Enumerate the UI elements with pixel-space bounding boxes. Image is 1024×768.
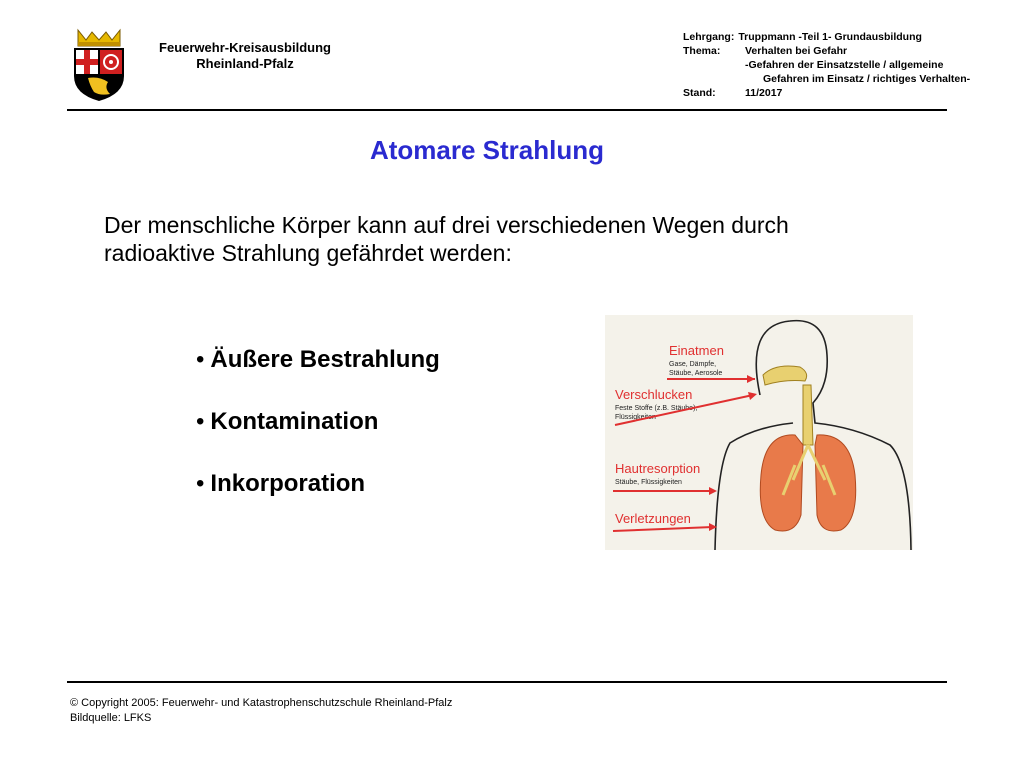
route-detail-hautresorption-1: Stäube, Flüssigkeiten: [615, 479, 682, 486]
lehrgang-label: Lehrgang:: [683, 31, 735, 43]
lehrgang-value: Truppmann -Teil 1- Grundausbildung: [738, 31, 922, 43]
footer-divider: [67, 681, 947, 683]
organization-name: [140, 40, 350, 72]
stand-value: 11/2017: [745, 87, 783, 99]
route-detail-verschlucken-1: Feste Stoffe (z.B. Stäube),: [615, 405, 698, 412]
exposure-route-list: [196, 346, 440, 532]
copyright-text: © Copyright 2005: Feuerwehr- und Katastrophenschutzschule Rheinland-Pfalz: [70, 697, 453, 709]
image-source-text: Bildquelle: LFKS: [70, 712, 152, 724]
list-item-label: Kontamination: [210, 408, 379, 435]
intro-text: Der menschliche Körper kann auf drei verschiedenen Wegen durch radioaktive Strahlung gefährdet werden:: [104, 212, 789, 266]
route-detail-einatmen-2: Stäube, Aerosole: [669, 370, 723, 377]
org-line-1: Feuerwehr-Kreisausbildung: [159, 40, 331, 55]
route-label-verletzungen: Verletzungen: [615, 511, 691, 526]
list-item-label: Inkorporation: [210, 470, 366, 497]
footer: [70, 696, 452, 726]
slide-title: Atomare Strahlung: [369, 135, 605, 165]
list-item: [196, 408, 440, 436]
thema-label: Thema:: [683, 45, 721, 57]
thema-line-3: Gefahren im Einsatz / richtiges Verhalten-: [763, 73, 971, 85]
list-item: [196, 346, 440, 374]
route-label-hautresorption: Hautresorption: [615, 461, 701, 476]
list-item: [196, 470, 440, 498]
body-intake-routes-diagram: [605, 315, 913, 550]
course-metadata: [683, 30, 1003, 100]
stand-label: Stand:: [683, 87, 716, 99]
header-divider: [67, 109, 947, 111]
route-label-einatmen: Einatmen: [669, 343, 724, 358]
thema-value: Verhalten bei Gefahr: [745, 45, 848, 57]
route-detail-einatmen-1: Gase, Dämpfe,: [669, 361, 717, 368]
list-item-label: Äußere Bestrahlung: [210, 346, 440, 373]
bullet-icon: •: [196, 346, 205, 373]
thema-line-2: -Gefahren der Einsatzstelle / allgemeine: [745, 59, 944, 71]
trachea: [803, 385, 813, 445]
bullet-icon: •: [196, 470, 205, 497]
rheinland-pfalz-crest-logo: [66, 26, 132, 102]
route-detail-verschlucken-2: Flüssigkeiten: [615, 414, 656, 421]
org-line-2: Rheinland-Pfalz: [196, 56, 294, 71]
bullet-icon: •: [196, 408, 205, 435]
route-label-verschlucken: Verschlucken: [615, 387, 693, 402]
